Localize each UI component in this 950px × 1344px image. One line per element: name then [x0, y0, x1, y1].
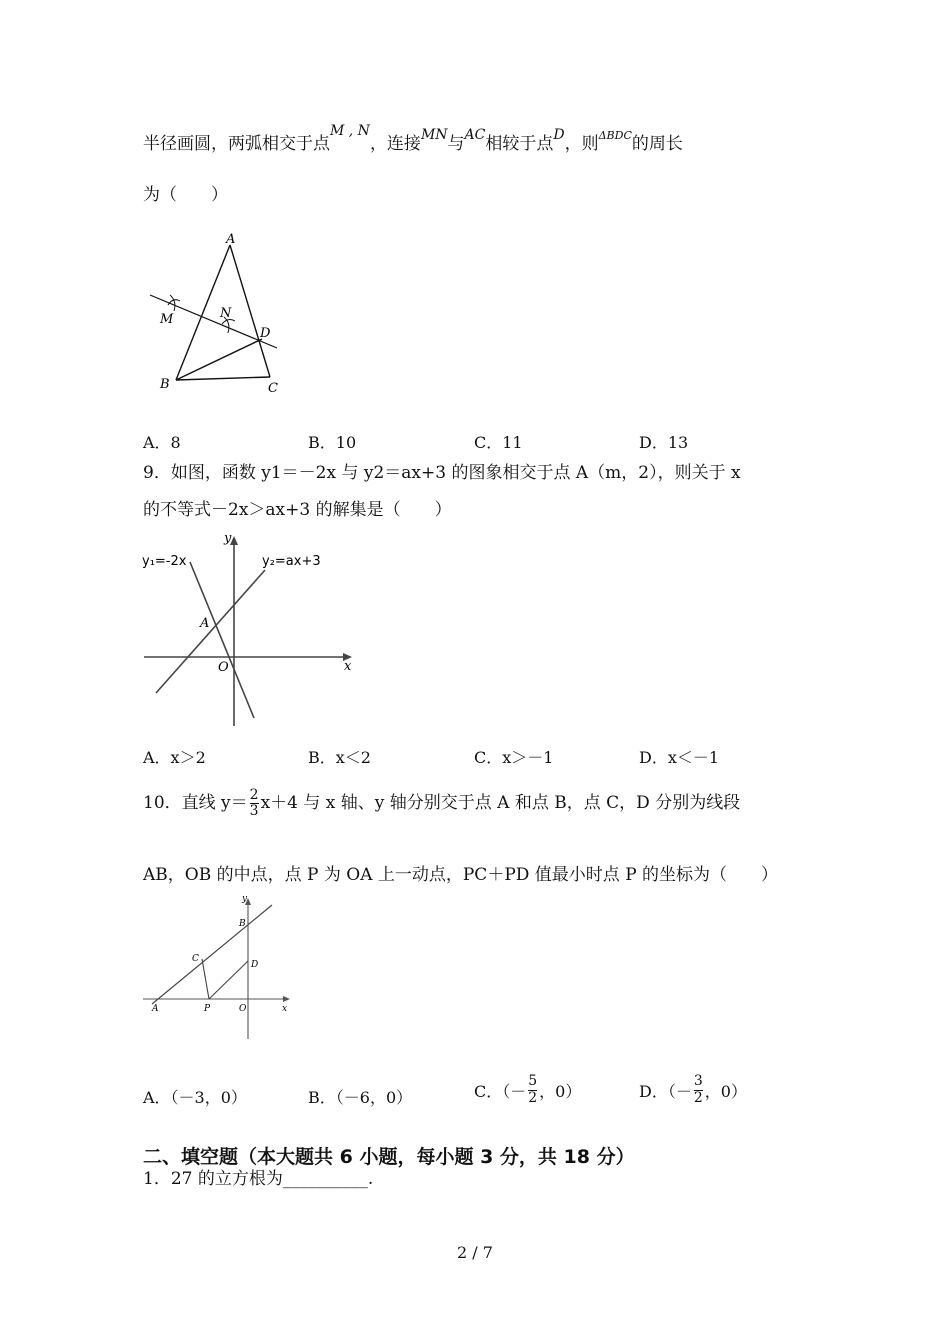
- q9-label-x: x: [344, 659, 352, 674]
- q9-option-d[interactable]: D．x＜－1: [639, 748, 720, 767]
- q10-option-b[interactable]: B．（－6，0）: [308, 1088, 413, 1107]
- q8-point-d: D: [553, 127, 565, 143]
- q9-label-y: y: [224, 531, 232, 546]
- page-number: 2 / 7: [457, 1243, 493, 1262]
- q10-option-c-num: 5: [528, 1073, 538, 1090]
- q8-text-c: 与: [447, 134, 465, 154]
- q10-label-d: D: [251, 960, 259, 970]
- q8-segment-mn: MN: [420, 127, 448, 143]
- q9-option-b[interactable]: B．x＜2: [308, 748, 371, 767]
- q10-frac-num: 2: [249, 787, 259, 803]
- q9-line-y2: [156, 570, 265, 693]
- q10-option-c-pre: C．（－: [474, 1081, 527, 1101]
- q10-label-a: A: [152, 1004, 159, 1014]
- q8-text-d: 相较于点: [485, 134, 554, 154]
- q10-graph-figure: [140, 893, 300, 1043]
- q10-label-c: C: [192, 954, 199, 964]
- q10-frac-den: 3: [249, 803, 259, 820]
- q8-text-b: ，连接: [369, 134, 421, 154]
- q10-option-d[interactable]: [639, 1062, 747, 1118]
- q8-option-b[interactable]: B．10: [308, 433, 357, 452]
- q8-label-n: N: [220, 306, 232, 321]
- q10-label-x: x: [282, 1004, 288, 1014]
- q10-option-c-den: 2: [528, 1089, 538, 1106]
- q8-line2: 为（ ）: [143, 185, 228, 205]
- q10-option-d-pre: D．（－: [639, 1081, 692, 1101]
- q9-option-a[interactable]: A．x＞2: [143, 748, 206, 767]
- q9-line-y1: [190, 562, 254, 718]
- q8-label-a: A: [226, 232, 236, 247]
- q10-option-d-num: 3: [693, 1073, 703, 1090]
- q10-label-p: P: [204, 1004, 211, 1014]
- q10-x-arrow: [283, 996, 290, 1002]
- q8-side-ac: [230, 245, 270, 377]
- q8-label-c: C: [268, 381, 278, 396]
- q8-option-c[interactable]: C．11: [474, 433, 523, 452]
- q10-fraction: [250, 788, 259, 820]
- q9-label-o: O: [218, 660, 229, 675]
- q8-arc-m2: [170, 295, 175, 311]
- q10-option-c-fraction: [528, 1074, 537, 1106]
- q8-label-b: B: [160, 377, 170, 392]
- q8-text-a: 半径画圆，两弧相交于点: [143, 134, 330, 154]
- q8-segment-bd: [176, 339, 262, 380]
- q10-option-d-post: ，0）: [704, 1081, 747, 1101]
- section2-q1: 1．27 的立方根为__________.: [143, 1169, 374, 1189]
- q10-label-y: y: [242, 894, 248, 904]
- q8-triangle-bdc: ΔBDC: [598, 129, 632, 142]
- q9-line2: 的不等式－2x＞ax+3 的解集是（ ）: [143, 500, 452, 520]
- q8-points-mn: M , N: [330, 123, 370, 139]
- q10-segment-pd: [209, 961, 248, 999]
- q10-option-c-post: ，0）: [539, 1081, 582, 1101]
- q10-option-d-fraction: [694, 1074, 703, 1106]
- q8-label-d: D: [260, 326, 271, 341]
- q10-line2: AB，OB 的中点，点 P 为 OA 上一动点，PC＋PD 值最小时点 P 的坐标为（ ）: [143, 865, 779, 885]
- q10-option-d-den: 2: [693, 1089, 703, 1106]
- q10-text-b: x＋4 与 x 轴、y 轴分别交于点 A 和点 B，点 C，D 分别为线段: [260, 793, 741, 814]
- q9-label-y1: y₁=-2x: [142, 554, 187, 569]
- q9-graph-figure: [140, 530, 360, 730]
- q10-line-ab: [152, 905, 272, 1004]
- q9-option-c[interactable]: C．x＞－1: [474, 748, 554, 767]
- q8-option-a[interactable]: A．8: [143, 433, 181, 452]
- q8-label-m: M: [160, 312, 174, 327]
- q8-segment-ac: AC: [464, 127, 486, 143]
- q9-label-y2: y₂=ax+3: [262, 554, 321, 569]
- q9-label-a: A: [200, 616, 210, 631]
- q8-option-d[interactable]: D．13: [639, 433, 689, 452]
- q10-option-c[interactable]: [474, 1062, 581, 1118]
- q10-label-b: B: [239, 919, 246, 929]
- q8-text-e: ，则: [564, 134, 599, 154]
- q10-text-a: 10．直线 y＝: [143, 793, 248, 814]
- q10-option-a[interactable]: A．（－3，0）: [143, 1088, 247, 1107]
- section2-heading: 二、填空题（本大题共 6 小题，每小题 3 分，共 18 分）: [143, 1146, 635, 1168]
- q8-side-bc: [176, 377, 270, 380]
- q10-label-o: O: [239, 1004, 247, 1014]
- q10-segment-cp: [202, 959, 209, 999]
- q8-text-f: 的周长: [631, 134, 683, 154]
- q8-triangle-figure: [140, 225, 290, 400]
- q9-line1: 9．如图，函数 y1＝－2x 与 y2＝ax+3 的图象相交于点 A（m，2），则关于 x: [143, 463, 741, 483]
- q10-line1: [143, 788, 740, 820]
